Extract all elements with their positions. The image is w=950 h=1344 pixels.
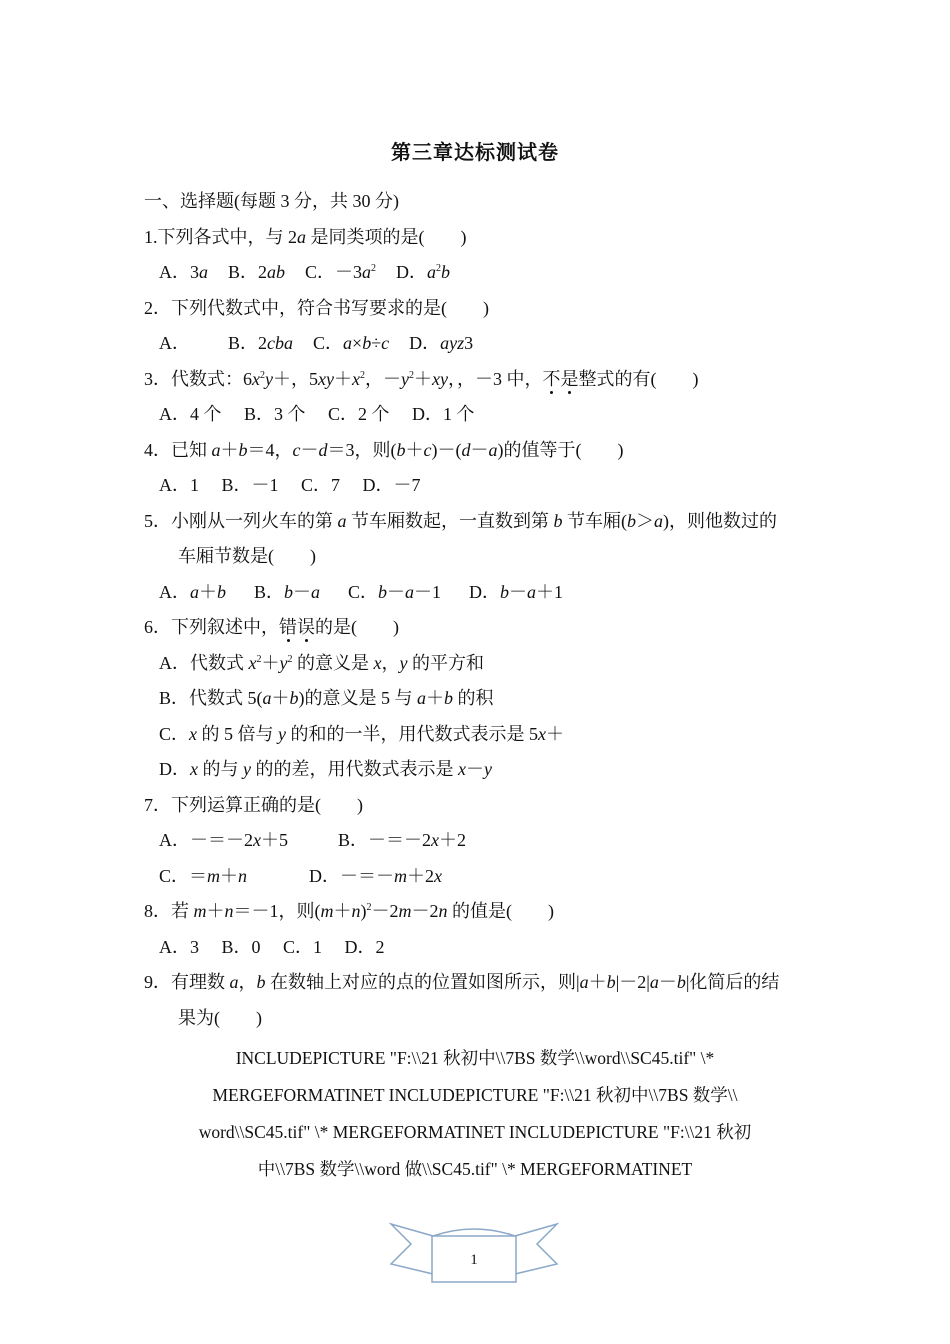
- question-2: 2．下列代数式中，符合书写要求的是( ): [144, 297, 489, 318]
- question-6-option-a: A．代数式 $x^2+y^2$ 的意义是 x，y 的平方和: [159, 652, 484, 673]
- question-5-options: A．a＋b B．b－a C．b－a－1 D．b－a＋1: [159, 581, 564, 602]
- question-7-options-ab: A．－＝－2x＋5 B．－＝－2x＋2: [159, 830, 467, 850]
- question-6-option-d: D．x 的与 y 的的差，用代数式表示是 x－y: [159, 759, 492, 779]
- page-number: 1: [470, 1252, 478, 1268]
- question-6-option-b: B．代数式 5(a＋b)的意义是 5 与 a＋b 的积: [159, 688, 494, 708]
- question-5-continued: 车厢节数是( ): [178, 546, 316, 566]
- question-8-options: A．3 B．0 C．1 D．2: [159, 936, 385, 957]
- section-heading: 一、选择题(每题 3 分，共 30 分): [144, 191, 399, 211]
- question-9: 9．有理数 a，b 在数轴上对应的点的位置如图所示，则|a＋b|－2|a－b|化简后的结: [144, 972, 780, 992]
- question-4: 4．已知 a＋b＝4，c－d＝3，则(b＋c)－(d－a)的值等于( ): [144, 439, 624, 460]
- field-code-line: INCLUDEPICTURE "F:\\21 秋初中\\7BS 数学\\word\\SC45.tif" \*: [235, 1048, 715, 1068]
- question-8: 8．若 m＋n＝－1，则$(m+n)^2-2m-2n$ 的值是( ): [144, 901, 554, 921]
- field-code-line: 中\\7BS 数学\\word 做\\SC45.tif" \* MERGEFORMATINET: [257, 1159, 693, 1179]
- field-code-line: word\\SC45.tif" \* MERGEFORMATINET INCLUDEPICTURE "F:\\21 秋初: [198, 1122, 752, 1142]
- question-6: 6．下列叙述中，错误的是( ): [144, 617, 399, 637]
- page-title: 第三章达标测试卷: [391, 142, 559, 164]
- question-9-continued: 果为( ): [178, 1007, 262, 1028]
- question-7: 7．下列运算正确的是( ): [144, 794, 363, 815]
- field-code-line: MERGEFORMATINET INCLUDEPICTURE "F:\\21 秋初中\\7BS 数学\\: [212, 1085, 738, 1105]
- question-1-options: A．3a B．2ab C．$-3a^2$ D．$a^2b$: [159, 262, 451, 282]
- question-3: 3．代数式：$6x^2y+$，$5xy+x^2$，$-y^2+xy$，，－3 中，不是整式的有( ): [144, 368, 699, 389]
- question-1: 1.下列各式中，与 2a 是同类项的是( ): [144, 226, 467, 247]
- question-4-options: A．1 B．－1 C．7 D．－7: [159, 475, 421, 495]
- question-2-options: A． B．2cba C．a×b÷c D．ayz3: [159, 333, 474, 353]
- question-list: [144, 184, 814, 1036]
- question-6-option-c: C．x 的 5 倍与 y 的和的一半，用代数式表示是 5x＋: [159, 723, 565, 744]
- include-picture-field-codes: [150, 1040, 800, 1188]
- question-7-options-cd: C．＝m＋n D．－＝－m＋2x: [159, 865, 443, 886]
- question-5: 5．小刚从一列火车的第 a 节车厢数起，一直数到第 b 节车厢(b＞a)，则他数过的: [144, 510, 777, 531]
- question-3-options: A．4 个 B．3 个 C．2 个 D．1 个: [159, 404, 475, 424]
